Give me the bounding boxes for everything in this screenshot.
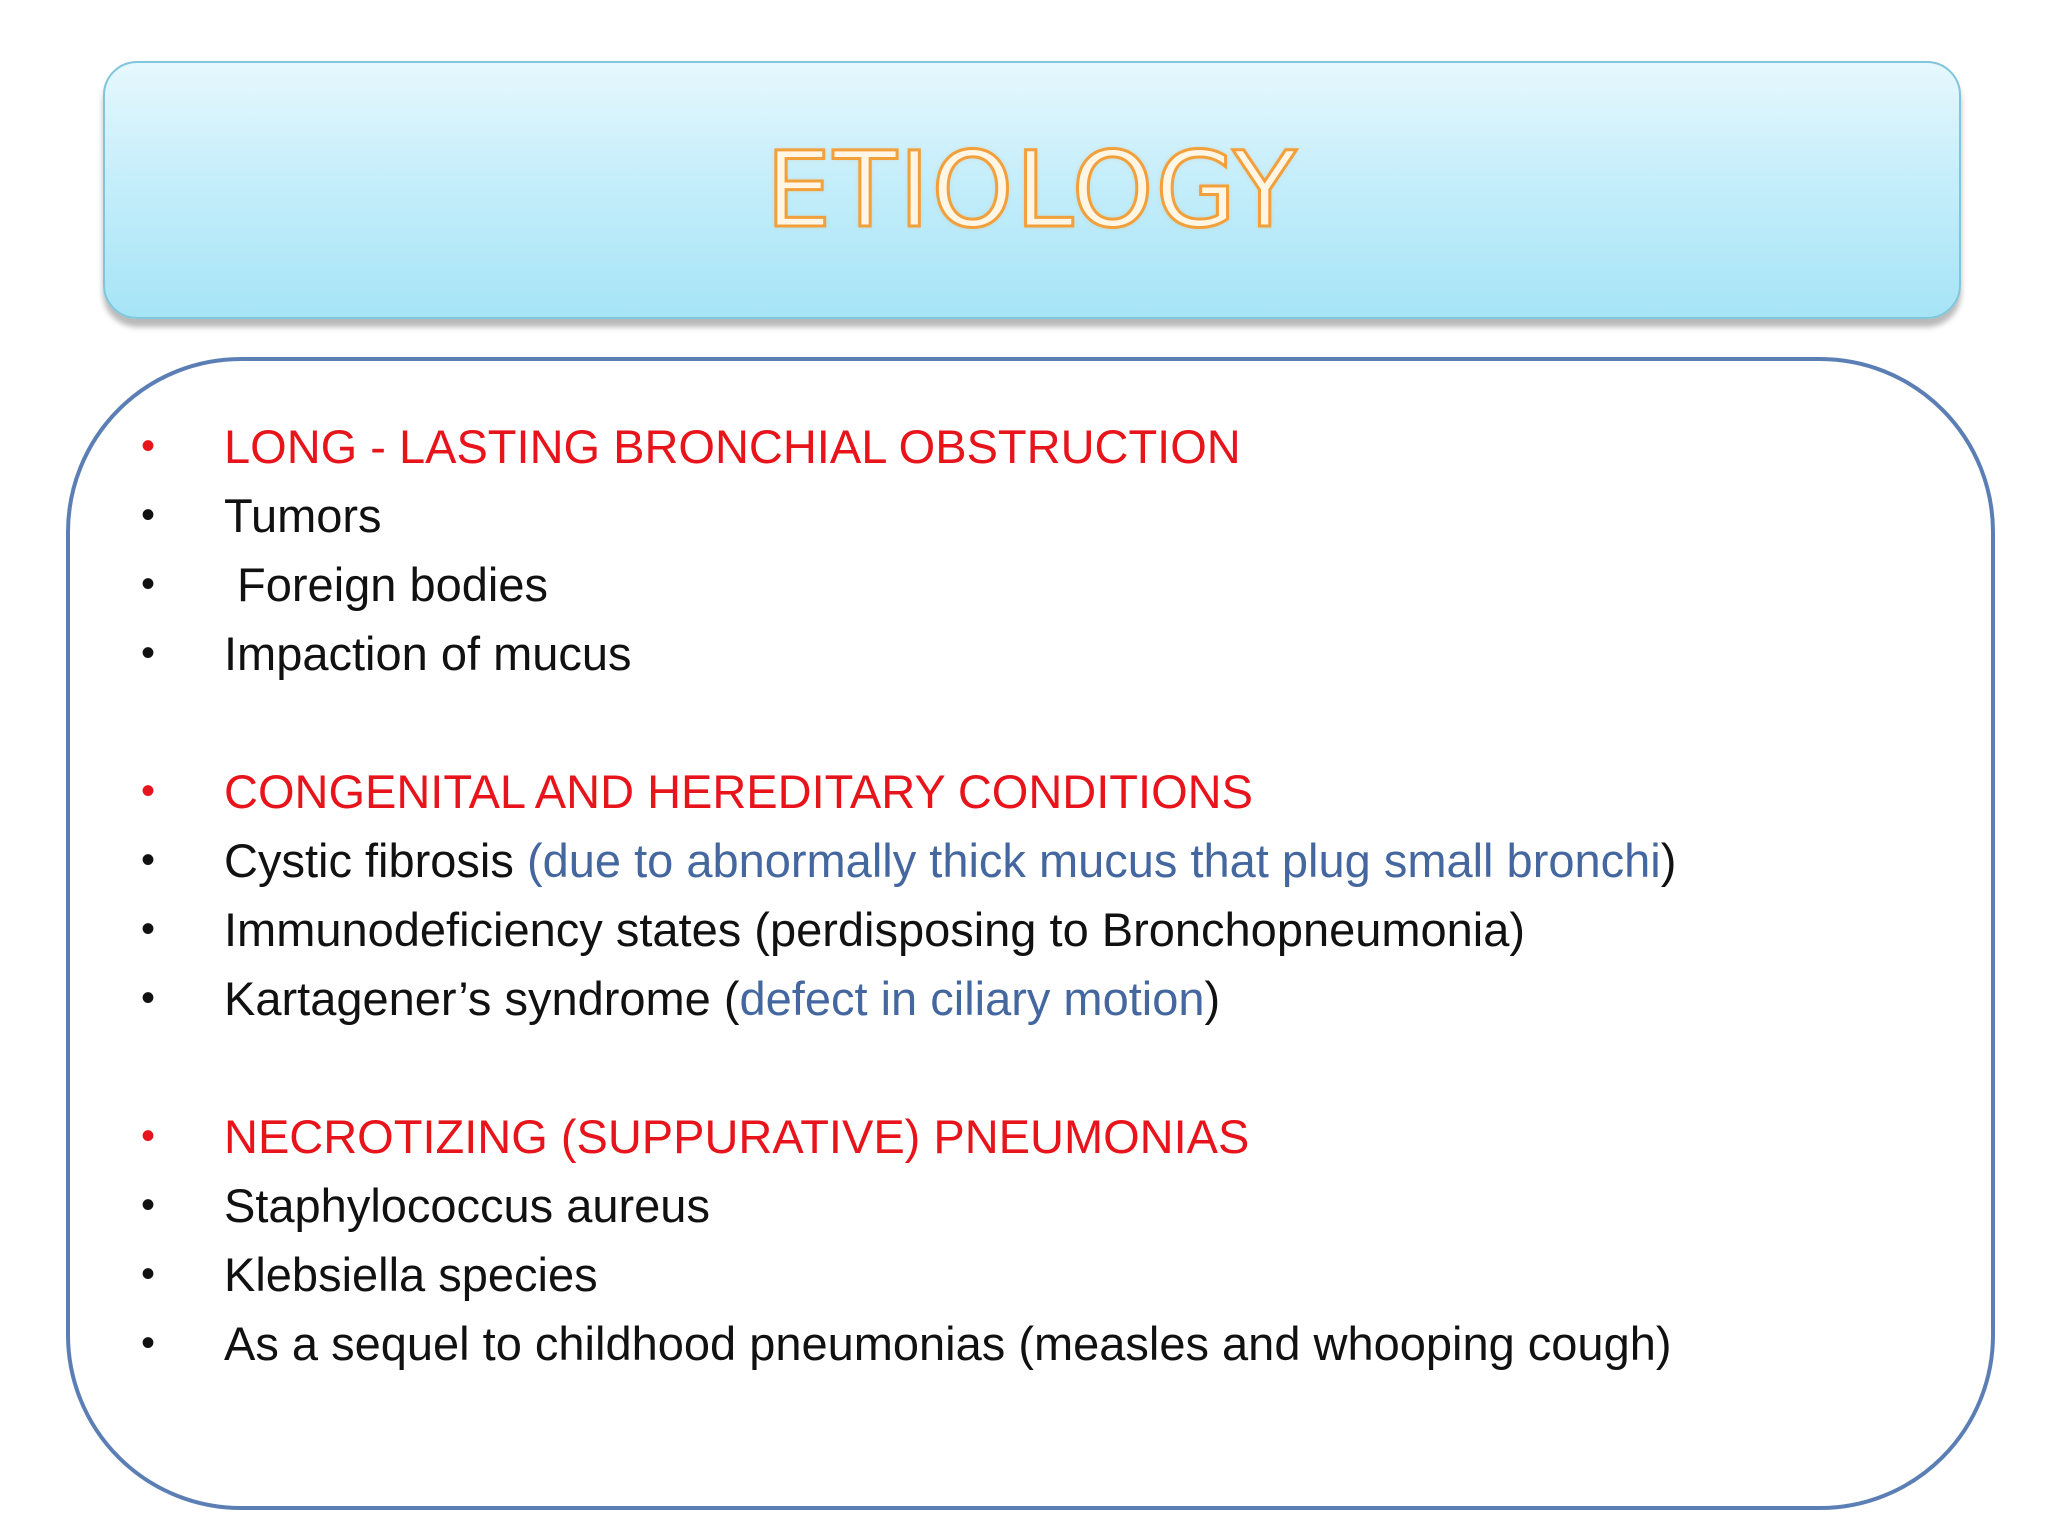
list-item bbox=[141, 826, 1941, 895]
bullet-dot: • bbox=[141, 1321, 156, 1365]
list-item bbox=[141, 964, 1941, 1033]
bullet-text: Impaction of mucus bbox=[224, 627, 632, 680]
bullet-dot: • bbox=[141, 631, 156, 675]
bullet-text: CONGENITAL AND HEREDITARY CONDITIONS bbox=[224, 765, 1253, 818]
bullet-dot: • bbox=[141, 1114, 156, 1158]
bullet-note: defect in ciliary motion bbox=[739, 972, 1205, 1025]
bullet-dot: • bbox=[141, 1252, 156, 1296]
bullet-text: As a sequel to childhood pneumonias (measles and whooping cough) bbox=[224, 1317, 1672, 1370]
list-item bbox=[141, 1240, 1941, 1309]
list-item bbox=[141, 550, 1941, 619]
bullet-text: Immunodeficiency states (perdisposing to Bronchopneumonia) bbox=[224, 903, 1526, 956]
slide-title: ETIOLOGY bbox=[765, 129, 1299, 251]
list-item bbox=[141, 619, 1941, 688]
section-heading-obstruction bbox=[141, 412, 1941, 481]
list-item bbox=[141, 895, 1941, 964]
bullet-dot: • bbox=[141, 493, 156, 537]
section-heading-pneumonias bbox=[141, 1102, 1941, 1171]
bullet-dot: • bbox=[141, 1183, 156, 1227]
bullet-dot: • bbox=[141, 562, 156, 606]
bullet-close-paren: ) bbox=[1204, 972, 1221, 1025]
bullet-main-text: Kartagener’s syndrome bbox=[224, 972, 724, 1025]
section-heading-congenital bbox=[141, 757, 1941, 826]
bullet-text bbox=[224, 964, 1220, 1033]
list-item bbox=[141, 481, 1941, 550]
bullet-note: due to abnormally thick mucus that plug small bronchi bbox=[542, 834, 1661, 887]
list-item bbox=[141, 1309, 1941, 1378]
bullet-dot: • bbox=[141, 907, 156, 951]
list-item bbox=[141, 1171, 1941, 1240]
bullet-list bbox=[141, 412, 1941, 1378]
bullet-text: NECROTIZING (SUPPURATIVE) PNEUMONIAS bbox=[224, 1110, 1250, 1163]
bullet-open-paren: ( bbox=[526, 834, 543, 887]
bullet-text bbox=[224, 826, 1676, 895]
title-banner bbox=[103, 61, 1961, 319]
bullet-dot: • bbox=[141, 976, 156, 1020]
bullet-text: Foreign bodies bbox=[224, 558, 548, 611]
bullet-text: LONG - LASTING BRONCHIAL OBSTRUCTION bbox=[224, 420, 1241, 473]
bullet-text: Klebsiella species bbox=[224, 1248, 598, 1301]
bullet-open-paren: ( bbox=[723, 972, 740, 1025]
bullet-dot: • bbox=[141, 769, 156, 813]
bullet-dot: • bbox=[141, 838, 156, 882]
bullet-close-paren: ) bbox=[1660, 834, 1677, 887]
bullet-main-text: Cystic fibrosis bbox=[224, 834, 527, 887]
bullet-text: Tumors bbox=[224, 489, 382, 542]
bullet-text: Staphylococcus aureus bbox=[224, 1179, 710, 1232]
bullet-dot: • bbox=[141, 424, 156, 468]
